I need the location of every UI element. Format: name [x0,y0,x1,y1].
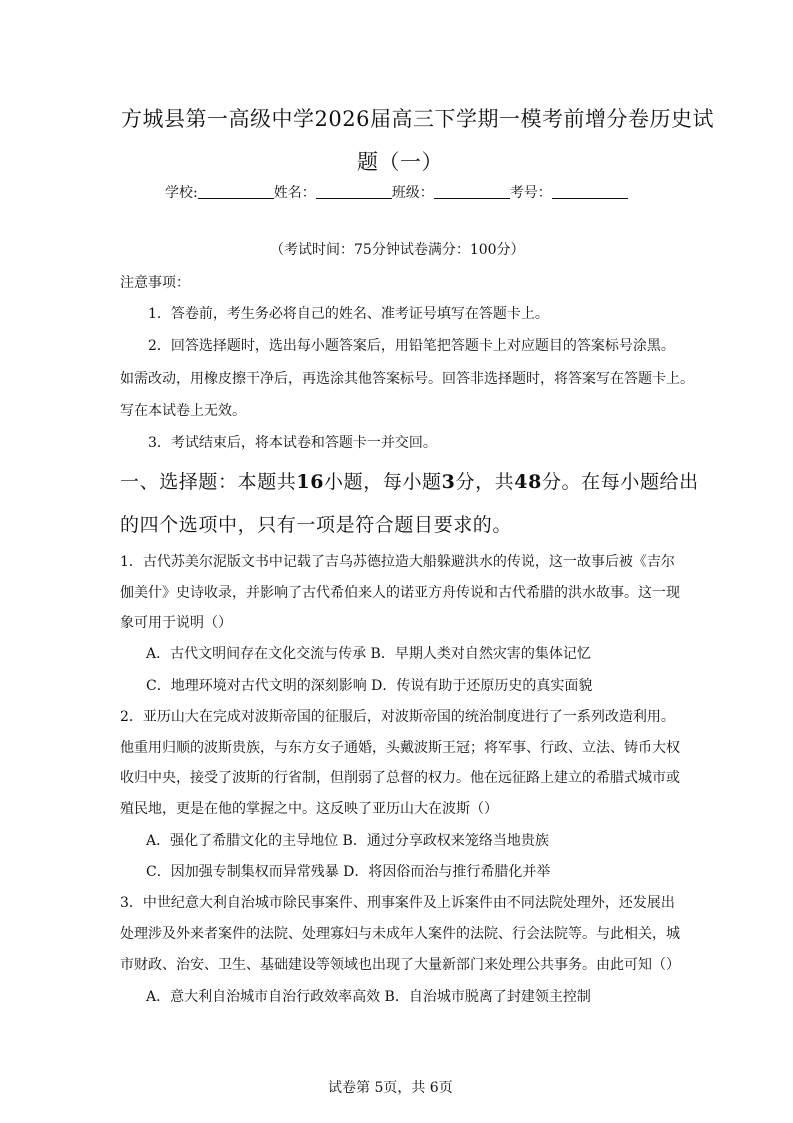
question-2-line2: 他重用归顺的波斯贵族，与东方女子通婚，头戴波斯王冠；将军事、行政、立法、铸币大权 [120,740,680,756]
name-blank [316,183,392,199]
question-2-options-cd: C．因加强专制集权而异常残暴 D．将因俗而治与推行希腊化并举 [146,864,551,880]
question-2-line3: 收归中央，接受了波斯的行省制，但削弱了总督的权力。他在远征路上建立的希腊式城市或 [120,770,680,786]
section-heading-line1: 一、选择题：本题共16小题，每小题3分，共48分。在每小题给出 [120,471,699,493]
total-points: 48 [514,471,542,493]
notes-heading: 注意事项： [120,275,190,291]
question-3-line1: 3．中世纪意大利自治城市除民事案件、刑事案件及上诉案件由不同法院处理外，还发展出 [120,895,675,911]
num-questions: 16 [296,471,325,493]
question-1-line1: 1．古代苏美尔泥版文书中记载了吉乌苏德拉造大船躲避洪水的传说，这一故事后被《吉尔 [120,554,675,570]
class-blank [434,183,510,199]
page-footer: 试卷第 5页，共 6页 [328,1080,453,1096]
section-heading-line2: 的四个选项中，只有一项是符合题目要求的。 [120,514,513,536]
school-blank [198,183,274,199]
points-each: 3 [441,471,456,493]
note-item-3: 3．考试结束后，将本试卷和答题卡一并交回。 [148,435,437,451]
exam-number-label: 考号： [509,185,552,201]
page-title-line1: 方城县第一高级中学2026届高三下学期一模考前增分卷历史试 [121,107,714,131]
school-label: 学校: [165,185,198,201]
student-info-row [165,182,628,202]
question-1-options-cd: C．地理环境对古代文明的深刻影响 D．传说有助于还原历史的真实面貌 [146,678,593,694]
note-item-1: 1．答卷前，考生务必将自己的姓名、准考证号填写在答题卡上。 [148,306,549,322]
note-item-2-line2: 如需改动，用橡皮擦干净后，再选涂其他答案标号。回答非选择题时，将答案写在答题卡上。 [120,371,694,387]
page-title-line2: 题（一） [357,150,443,174]
note-item-2-line3: 写在本试卷上无效。 [120,403,246,419]
question-2-line1: 2．亚历山大在完成对波斯帝国的征服后，对波斯帝国的统治制度进行了一系列改造利用。 [120,709,675,725]
class-label: 班级： [391,185,434,201]
question-3-options-ab: A．意大利自治城市自治行政效率高效 B．自治城市脱离了封建领主控制 [146,989,591,1005]
question-1-line3: 象可用于说明（） [120,615,232,631]
exam-info: （考试时间：75分钟试卷满分：100分） [270,242,525,258]
question-3-line3: 市财政、治安、卫生、基础建设等领域也出现了大量新部门来处理公共事务。由此可知（） [120,957,680,973]
question-2-line4: 殖民地，更是在他的掌握之中。这反映了亚历山大在波斯（） [120,801,498,817]
question-2-options-ab: A．强化了希腊文化的主导地位 B．通过分享政权来笼络当地贵族 [146,833,549,849]
question-1-line2: 伽美什》史诗收录，并影响了古代希伯来人的诺亚方舟传说和古代希腊的洪水故事。这一现 [120,585,680,601]
question-3-line2: 处理涉及外来者案件的法院、处理寡妇与未成年人案件的法院、行会法院等。与此相关，城 [120,926,680,942]
name-label: 姓名： [273,185,316,201]
question-1-options-ab: A．古代文明间存在文化交流与传承 B．早期人类对自然灾害的集体记忆 [146,646,591,662]
exam-number-blank [552,183,628,199]
note-item-2-line1: 2．回答选择题时，选出每小题答案后，用铅笔把答题卡上对应题目的答案标号涂黑。 [148,338,675,354]
